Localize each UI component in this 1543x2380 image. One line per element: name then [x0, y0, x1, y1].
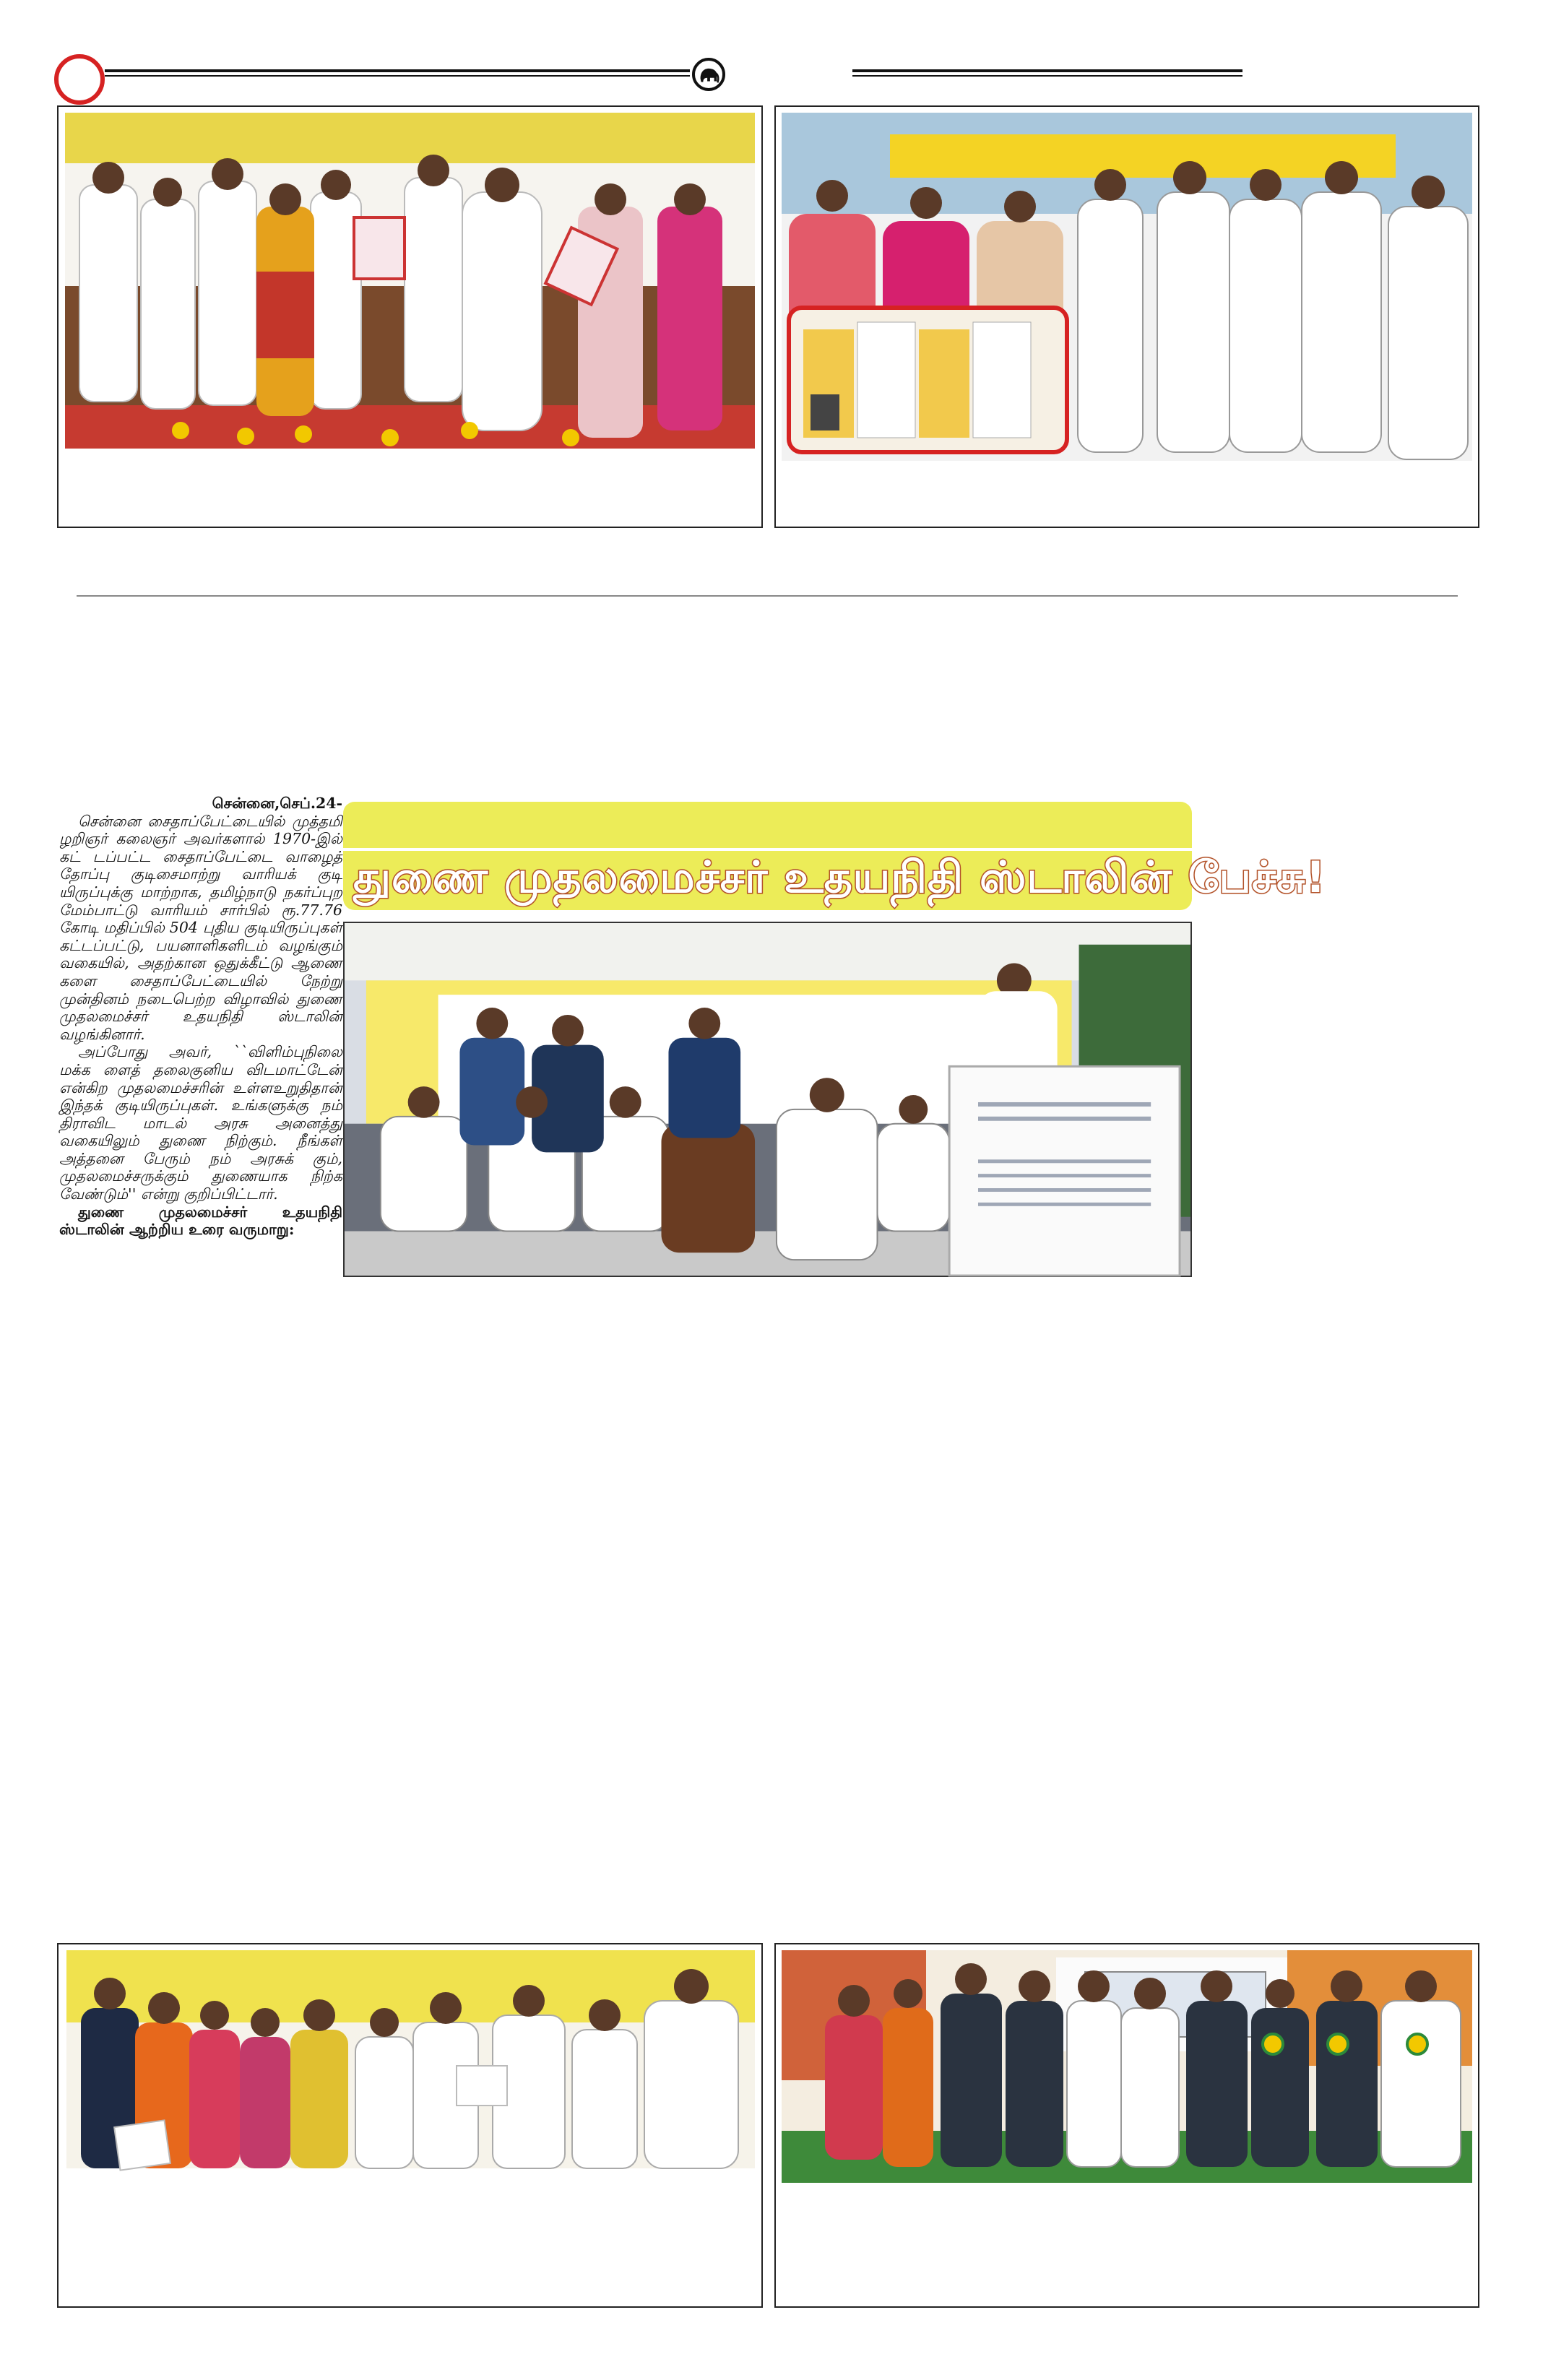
masthead-rule-left	[105, 69, 690, 72]
red-circle-badge	[54, 54, 105, 105]
masthead-rule-right	[852, 69, 1242, 72]
article-headline: துணை முதலமைச்சர் உதயநிதி ஸ்டாலின் பேச்சு!	[343, 851, 1192, 910]
headline-band-top	[343, 802, 1192, 848]
elephant-emblem-icon	[692, 58, 725, 91]
photo-plaque-unveiling	[782, 1950, 1472, 2183]
photo-podium-speech	[343, 922, 1192, 1277]
article-paragraph-2: அப்போது அவர், ``விளிம்புநிலை மக்க ளைத் தலைகுனிய விடமாட்டேன் என்கிற முதலமைச்சரின் உள்ளஉறுதிதான் இந்தக் குடியிருப்புகள். உங்களுக்கு நம் திராவிட மாடல் அரசு அனைத்து வகையிலும் துணை நிற்கும். நீங்கள் அத்தனை பேரும் நம் அரசுக் கும், முதலமைச்சருக்கும் துணையாக நிற்க வேண்டும்'' என்று குறிப்பிட்டார்.	[59, 1043, 342, 1203]
article-paragraph-1: சென்னை சைதாப்பேட்டையில் முத்தமி ழறிஞர் கலைஞர் அவர்களால் 1970-இல் கட் டப்பட்ட சைதாப்பேட்டை வாழைத் தோப்பு குடிசைமாற்று வாரியக் குடி யிருப்புக்கு மாற்றாக, தமிழ்நாடு நகர்ப்புற மேம்பாட்டு வாரியம் சார்பில் ரூ.77.76 கோடி மதிப்பில் 504 புதிய குடியிருப்புகள் கட்டப்பட்டு, பயனாளிகளிடம் வழங்கும் வகையில், அதற்கான ஒதுக்கீட்டு ஆணை களை சைதாப்பேட்டையில் நேற்று முன்தினம் நடைபெற்ற விழாவில் துணை முதலமைச்சர் உதயநிதி ஸ்டாலின் வழங்கினார்.	[59, 812, 342, 1043]
article-column	[59, 795, 342, 1239]
section-divider	[77, 595, 1458, 597]
dateline: சென்னை,செப்.24-	[212, 795, 342, 812]
photo-certificate-handover	[65, 113, 755, 449]
photo-housing-inauguration	[782, 113, 1472, 461]
article-paragraph-3: துணை முதலமைச்சர் உதயநிதி ஸ்டாலின் ஆற்றிய உரை வருமாறு:	[59, 1203, 342, 1239]
masthead-rule-left-thin	[105, 75, 690, 77]
photo-beneficiaries	[66, 1950, 755, 2168]
masthead-rule-right-thin	[852, 75, 1242, 77]
